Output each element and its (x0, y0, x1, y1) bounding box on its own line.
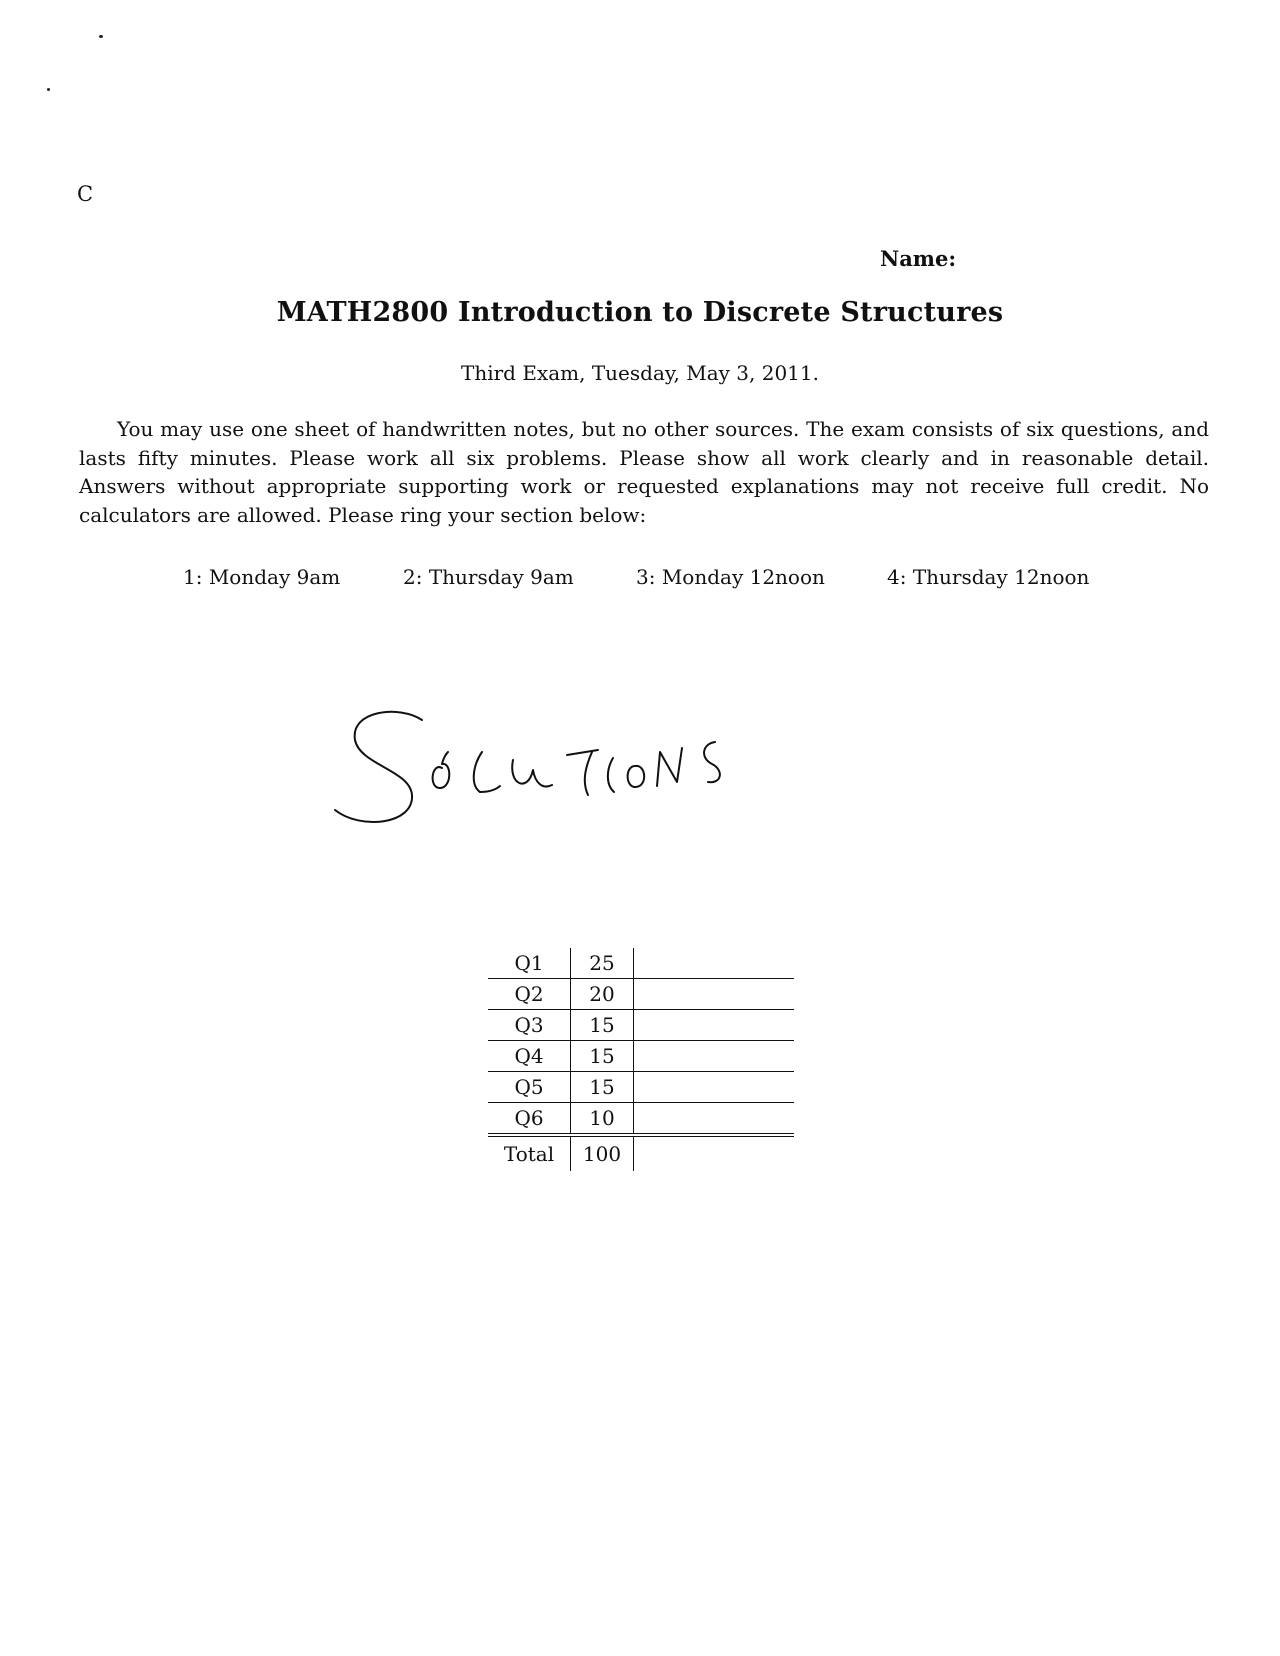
section-option-3: 3: Monday 12noon (636, 565, 825, 589)
scan-speck (47, 88, 50, 91)
score-blank (634, 948, 795, 979)
question-label: Q6 (514, 1106, 544, 1130)
course-title: MATH2800 Introduction to Discrete Structures (276, 297, 1004, 328)
corner-letter: C (77, 182, 94, 206)
exam-instructions: You may use one sheet of handwritten notes, but no other sources. The exam consists of six questions, and lasts fifty minutes. Please work all six problems. Please show all work clearly and in reasonable detail. Answers without appropriate supporting work or requested explanations may not receive full credit. No calculators are allowed. Please ring your section below: (79, 417, 1209, 527)
total-row (488, 1135, 794, 1171)
table-row (488, 979, 794, 1010)
table-row (488, 1103, 794, 1136)
score-blank (634, 1103, 795, 1136)
score-blank (634, 1010, 795, 1041)
handwritten-solutions (330, 700, 780, 850)
name-label: Name: (880, 246, 957, 271)
question-label: Q5 (488, 1072, 571, 1103)
section-option-2: 2: Thursday 9am (403, 565, 574, 589)
points-value: 20 (571, 979, 634, 1010)
score-blank (634, 1135, 795, 1171)
score-blank (634, 1041, 795, 1072)
points-value: 15 (571, 1010, 634, 1041)
points-value: 15 (571, 1072, 634, 1103)
points-value: 15 (571, 1041, 634, 1072)
table-row (488, 948, 794, 979)
exam-subtitle: Third Exam, Tuesday, May 3, 2011. (461, 361, 819, 385)
total-label: Total (488, 1135, 571, 1171)
points-value: 10 (571, 1103, 634, 1136)
score-table (488, 948, 794, 1171)
scan-speck (99, 35, 103, 38)
section-option-1: 1: Monday 9am (183, 565, 341, 589)
total-points: 100 (571, 1135, 634, 1171)
points-value: 25 (571, 948, 634, 979)
question-label: Q3 (488, 1010, 571, 1041)
section-option-4: 4: Thursday 12noon (887, 565, 1090, 589)
table-row (488, 1041, 794, 1072)
table-row (488, 1010, 794, 1041)
question-label: Q4 (488, 1041, 571, 1072)
score-blank (634, 1072, 795, 1103)
question-label: Q1 (488, 948, 571, 979)
question-label: Q2 (488, 979, 571, 1010)
score-blank (634, 979, 795, 1010)
table-row (488, 1072, 794, 1103)
